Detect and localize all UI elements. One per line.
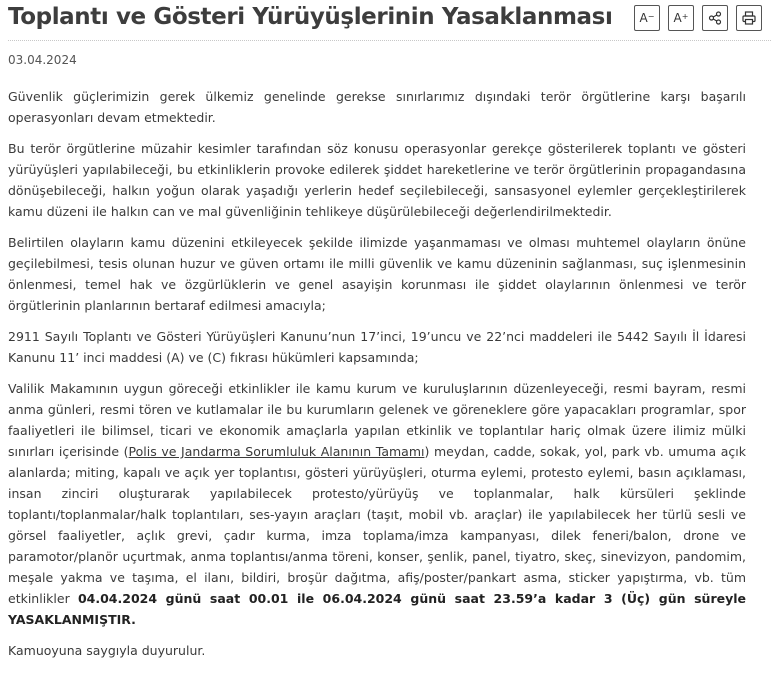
paragraph-6: Kamuoyuna saygıyla duyurulur. bbox=[8, 643, 206, 658]
ban-period-statement: 04.04.2024 günü saat 00.01 ile 06.04.2024 günü saat 23.59’a kadar 3 (Üç) gün süreyle YASAKLANMIŞTIR. bbox=[8, 591, 747, 627]
print-icon bbox=[742, 11, 756, 25]
paragraph-4: 2911 Sayılı Toplantı ve Gösteri Yürüyüşleri Kanunu’nun 17’inci, 19’uncu ve 22’nci maddeleri ile 5442 Sayılı İl İdaresi Kanunu 11’ inci maddesi (A) ve (C) fıkrası hükümleri kapsamında; bbox=[8, 329, 746, 365]
increase-font-label: A bbox=[673, 11, 682, 25]
title-divider bbox=[8, 40, 771, 41]
paragraph-5-text-start: Valilik Makamının uygun göreceği etkinlikler ile kamu kurum ve kuruluşlarının düzenleyeceği, resmi bayram, resmi anma günleri, resmi tören ve kutlamalar ile bu kurumların gelenek ve göreneklere göre yapacakları programlar, spor faaliyetleri ile bilimsel, ticari ve ekonomik amaçlarla yapılan etkinlik ve toplantılar hariç olmak üzere ilimiz mülki sınırları içerisinde ( bbox=[8, 381, 746, 459]
plus-icon: + bbox=[681, 11, 689, 21]
share-icon bbox=[708, 11, 722, 25]
publish-date: 03.04.2024 bbox=[8, 53, 77, 67]
share-button[interactable] bbox=[702, 5, 728, 31]
decrease-font-button[interactable] bbox=[634, 5, 660, 31]
paragraph-2: Bu terör örgütlerine müzahir kesimler tarafından söz konusu operasyonlar gerekçe gösterilerek toplantı ve gösteri yürüyüşleri yapılabileceği, bu etkinliklerin provoke edilerek şiddet hareketlerine ve terör örgütlerinin propagandasına dönüşebileceği, halkın yoğun olarak yaşadığı yerlerin hedef seçilebileceği, sansasyonel eylemler gerçekleştirilerek kamu düzeni ile halkın can ve mal güvenliğinin tehlikeye düşürülebileceği değerlendirilmektedir. bbox=[8, 141, 746, 219]
paragraph-5-text-end: ) meydan, cadde, sokak, yol, park vb. umuma açık alanlarda; miting, kapalı ve açık yer toplantısı, gösteri yürüyüşleri, oturma eylemi, protesto eylemi, basın açıklaması, insan zinciri oluşturarak yapılabilecek protesto/yürüyüş ve toplanmalar, halk kürsüleri şeklinde toplantı/toplanmalar/halk toplantıları, ses-yayın araçları (taşıt, mobil vb. araçlar) ile yapılabilecek her türlü sesli ve görsel faaliyetler, açlık grevi, çadır kurma, imza toplama/imza kampanyası, dilek feneri/balon, drone ve paramotor/planör uçurtmak, anma toplantısı/anma töreni, konser, şenlik, panel, tiyatro, skeç, sinevizyon, pandomim, meşale yakma ve taşıma, el ilanı, bildiri, broşür dağıtma, afiş/poster/pankart asma, sticker yapıştırma, vb. tüm etkinlikler bbox=[8, 444, 746, 606]
toolbar bbox=[634, 5, 762, 31]
minus-icon: − bbox=[647, 11, 655, 21]
paragraph-5 bbox=[8, 378, 746, 630]
responsibility-area-link[interactable]: Polis ve Jandarma Sorumluluk Alanının Tamamı bbox=[128, 444, 425, 459]
page-title: Toplantı ve Gösteri Yürüyüşlerinin Yasaklanması bbox=[8, 4, 613, 30]
print-button[interactable] bbox=[736, 5, 762, 31]
announcement-body bbox=[8, 86, 746, 671]
increase-font-button[interactable] bbox=[668, 5, 694, 31]
paragraph-1: Güvenlik güçlerimizin gerek ülkemiz genelinde gerekse sınırlarımız dışındaki terör örgütlerine karşı başarılı operasyonları devam etmektedir. bbox=[8, 89, 746, 125]
paragraph-3: Belirtilen olayların kamu düzenini etkileyecek şekilde ilimizde yaşanmaması ve olması muhtemel olayların önüne geçilebilmesi, tesis olunan huzur ve güven ortamı ile milli güvenlik ve kamu düzeninin sağlanması, suç işlenmesinin önlenmesi, temel hak ve özgürlüklerin ve genel asayişin korunması ile şiddet olaylarının önlenmesi ve terör örgütlerinin planlarının bertaraf edilmesi amacıyla; bbox=[8, 235, 746, 313]
decrease-font-label: A bbox=[639, 11, 648, 25]
